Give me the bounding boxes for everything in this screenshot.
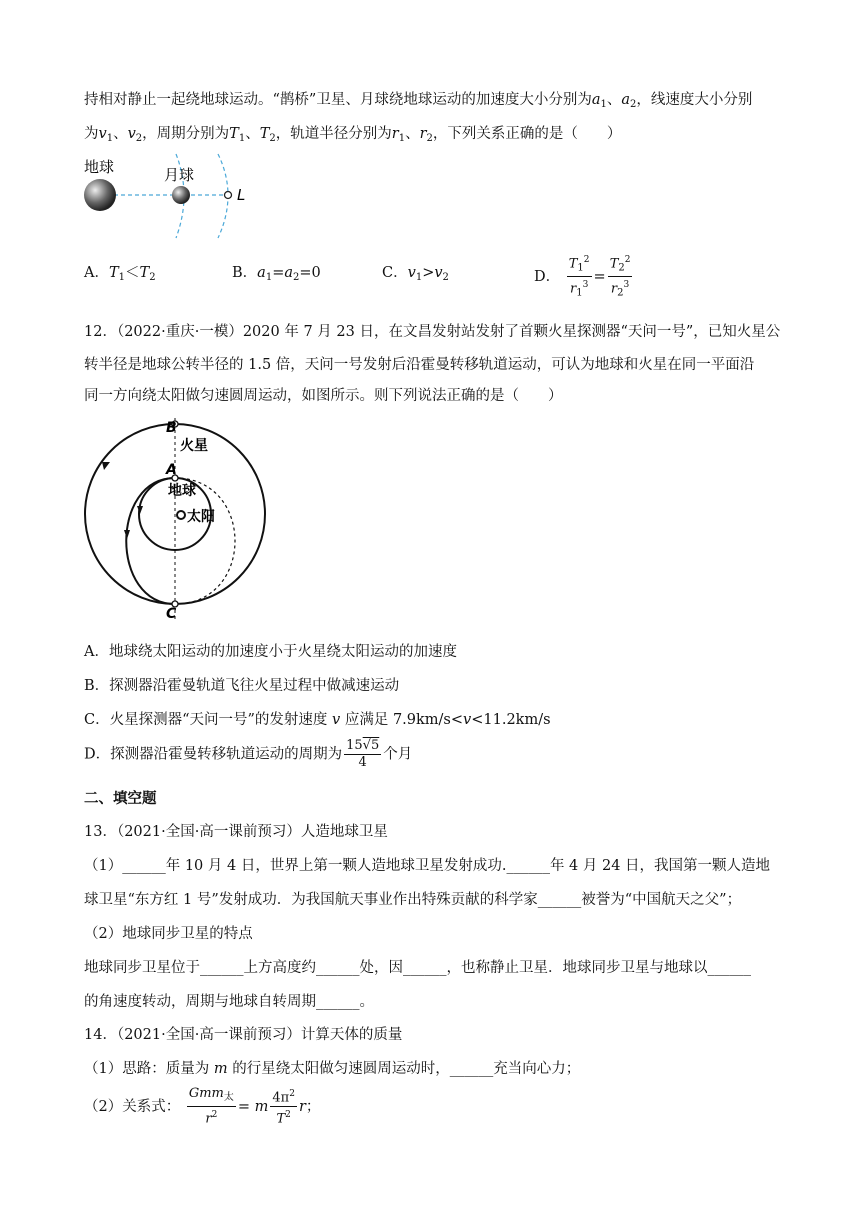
q11-line2: 为$v_1$、$v_2$，周期分别为$T_1$、$T_2$，轨道半径分别为$r_1$、$r_2$，下列关系正确的是（ ） — [84, 126, 622, 144]
q12-line3: 同一方向绕太阳做匀速圆周运动，如图所示。则下列说法正确的是（ ） — [84, 388, 563, 404]
q12-line2: 转半径是地球公转半径的 1.5 倍，天问一号发射后沿霍曼转移轨道运动，可认为地球和火星在同一平面沿 — [84, 357, 755, 373]
q13-part2-line2: 的角速度转动，周期与地球自转周期______。 — [84, 994, 374, 1010]
q14-title: 14．（2021·全国·高一课前预习）计算天体的质量 — [84, 1027, 403, 1043]
q13-part1-line2: 球卫星“东方红 1 号”发射成功．为我国航天事业作出特殊贡献的科学家______被誉为“中国航天之父”； — [84, 892, 742, 908]
earth-ball — [84, 179, 116, 211]
transfer-orbit-arrow — [124, 530, 130, 539]
q14-part1: （1）思路：质量为 m 的行星绕太阳做匀速圆周运动时，______充当向心力； — [84, 1061, 581, 1077]
L-point — [225, 192, 232, 199]
q12-option-b: B．探测器沿霍曼轨道飞往火星过程中做减速运动 — [84, 678, 400, 694]
fig-label-sun: 太阳 — [187, 509, 215, 525]
moon-ball — [172, 186, 190, 204]
q14-part2: （2）关系式： $\frac{Gmm_太}{r^2}$ = m $\frac{4\pi^2}{T^2}$ r； — [84, 1086, 321, 1127]
q13-title: 13．（2021·全国·高一课前预习）人造地球卫星 — [84, 824, 388, 840]
sun-dot — [177, 511, 185, 519]
mars-orbit-arrow — [102, 462, 110, 470]
earth-moon-L-figure — [80, 150, 260, 242]
q12-option-d: D．探测器沿霍曼转移轨道运动的周期为 $\frac{15√5}{4}$ 个月 — [84, 738, 413, 770]
q13-part2-line1: 地球同步卫星位于______上方高度约______处，因______，也称静止卫星．地球同步卫星与地球以______ — [84, 960, 751, 976]
fig-label-A: A — [166, 462, 177, 478]
fig-label-C: C — [166, 606, 177, 620]
q11-option-d: D． $\frac{T_1^2}{r_1^3}$ = $\frac{T_2^2}{r_2^3}$ — [534, 252, 634, 302]
q12-line1: 12．（2022·重庆·一模）2020 年 7 月 23 日，在文昌发射站发射了首颗火星探测器“天问一号”，已知火星公 — [84, 324, 781, 340]
section-heading: 二、填空题 — [84, 791, 157, 807]
fig-label-earth: 地球 — [84, 158, 115, 176]
q13-part2-title: （2）地球同步卫星的特点 — [84, 926, 253, 942]
fig-label-L: L — [237, 186, 246, 204]
fig-label-moon: 月球 — [164, 166, 195, 184]
hohmann-orbit-figure — [80, 418, 280, 620]
q11-line1: 持相对静止一起绕地球运动。“鹊桥”卫星、月球绕地球运动的加速度大小分别为$a_1$、$a_2$，线速度大小分别 — [84, 92, 753, 110]
fig-label-earth: 地球 — [168, 483, 196, 499]
q11-option-c: C．$v_1>v_2$ — [382, 265, 449, 283]
fig-label-B: B — [166, 420, 177, 436]
q12-option-c: C．火星探测器“天问一号”的发射速度 v 应满足 7.9km/s<v<11.2km/s — [84, 712, 551, 728]
q12-option-a: A．地球绕太阳运动的加速度小于火星绕太阳运动的加速度 — [84, 644, 457, 660]
q13-part1-line1: （1）______年 10 月 4 日，世界上第一颗人造地球卫星发射成功.______年 4 月 24 日，我国第一颗人造地 — [84, 858, 771, 874]
fig-label-mars: 火星 — [180, 438, 208, 454]
q11-option-a: A．$T_1<T_2$ — [84, 265, 156, 283]
earth-orbit-arrow — [137, 506, 143, 514]
q11-option-b: B．$a_1=a_2=0$ — [232, 265, 321, 283]
